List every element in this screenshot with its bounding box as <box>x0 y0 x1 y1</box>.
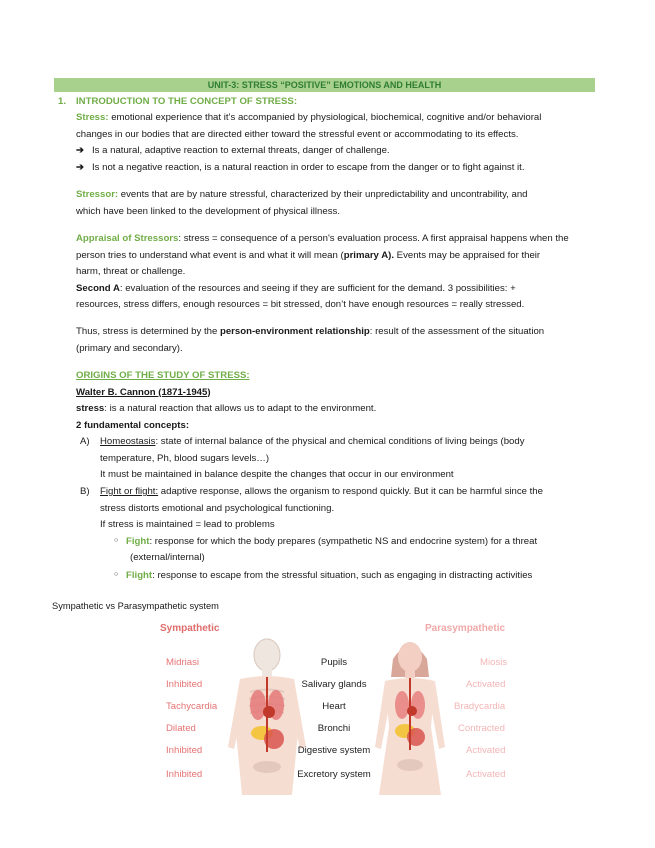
thus-line1-end: : result of the assessment of the situation <box>369 326 545 337</box>
circle-bullet-icon: ○ <box>114 570 119 578</box>
sympathetic-bronchi: Dilated <box>166 723 196 734</box>
parasympathetic-pupils: Miosis <box>480 657 508 668</box>
appraisal-line1: : stress = consequence of a person's evaluation process. A first appraisal happens when the <box>178 233 569 244</box>
parasympathetic-bronchi: Contracted <box>458 723 505 734</box>
arrow-item-text: Is not a negative reaction, is a natural reaction in order to escape from the danger or to fight against it. <box>92 161 525 173</box>
stress-definition <box>76 110 614 143</box>
sympathetic-title: Sympathetic <box>160 623 220 634</box>
parasympathetic-title: Parasympathetic <box>425 623 506 634</box>
sympathetic-excretory: Inhibited <box>166 769 203 780</box>
sympathetic-heart: Tachycardia <box>166 701 218 712</box>
concept-b <box>80 484 614 534</box>
arrow-icon: ➔ <box>76 161 85 173</box>
stressor-term: Stressor: <box>76 189 119 200</box>
parasympathetic-digestive: Activated <box>466 745 506 756</box>
concept-b-line1: adaptive response, allows the organism to respond quickly. But it can be harmful since the <box>158 486 543 497</box>
stress-line-text: : is a natural reaction that allows us to adapt to the environment. <box>104 403 377 414</box>
cannon-stress-line <box>76 401 614 418</box>
section-heading: INTRODUCTION TO THE CONCEPT OF STRESS: <box>76 96 298 107</box>
sympathetic-digestive: Inhibited <box>166 745 203 756</box>
stressor-line2: which have been linked to the development of physical illness. <box>76 205 340 217</box>
flight-term: Flight <box>126 569 153 581</box>
homeostasis-term: Homeostasis <box>100 436 156 447</box>
appraisal-line2-end: Events may be appraised for their <box>394 249 541 261</box>
second-line2: resources, stress differs, enough resources = bit stressed, don’t have enough resources = really stressed. <box>76 299 525 310</box>
fight-or-flight-term: Fight or flight: <box>100 486 159 497</box>
fight-line2: (external/internal) <box>130 552 205 564</box>
parasympathetic-heart: Bradycardia <box>454 701 506 712</box>
appraisal-paragraph <box>76 231 614 314</box>
concept-a-line1: : state of internal balance of the physical and chemical conditions of living beings (body <box>155 436 525 447</box>
concept-b-line2: stress distorts emotional and psychological functioning. <box>100 502 335 514</box>
organ-pupils: Pupils <box>320 657 348 668</box>
organ-digestive-system: Digestive system <box>297 745 371 756</box>
fight-line1: : response for which the body prepares (sympathetic NS and endocrine system) for a threat <box>149 535 538 547</box>
fight-item <box>114 533 614 550</box>
nervous-system-figure <box>150 615 530 795</box>
appraisal-line3: harm, threat or challenge. <box>76 266 186 277</box>
second-line1: : evaluation of the resources and seeing if they are sufficient for the demand. 3 possibilities: + <box>119 282 516 294</box>
circle-bullet-icon: ○ <box>114 537 119 544</box>
concept-b-label: B) <box>80 486 90 497</box>
arrow-item-text: Is a natural, adaptive reaction to external threats, danger of challenge. <box>92 145 390 156</box>
unit-title: UNIT-3: STRESS “POSITIVE” EMOTIONS AND HEALTH <box>54 78 595 92</box>
fight-term: Fight <box>126 535 150 547</box>
parasympathetic-salivary: Activated <box>466 679 506 690</box>
concept-a-label: A) <box>80 436 90 447</box>
organ-salivary-glands: Salivary glands <box>301 679 367 690</box>
arrow-item <box>76 160 614 177</box>
origins-section <box>76 368 614 434</box>
thus-line2: (primary and secondary). <box>76 342 183 354</box>
stressor-paragraph <box>76 187 614 220</box>
stress-def-line2: changes in our bodies that are directed either toward the stressful event or accommodating to its effects. <box>76 128 519 140</box>
cannon-heading: Walter B. Cannon (1871-1945) <box>76 386 211 398</box>
arrow-item <box>76 143 614 160</box>
organ-bronchi: Bronchi <box>317 723 351 734</box>
concept-a-line3: It must be maintained in balance despite the changes that occur in our environment <box>100 469 454 480</box>
fight-flight-list <box>114 533 614 584</box>
concept-a <box>80 434 614 484</box>
concept-b-line3: If stress is maintained = lead to problems <box>100 519 275 530</box>
flight-item <box>114 567 614 584</box>
sympathetic-salivary: Inhibited <box>166 679 203 690</box>
appraisal-line2: person tries to understand what event is and what it will mean ( <box>76 249 344 261</box>
stress-bold: stress <box>76 403 105 414</box>
flight-line1: : response to escape from the stressful situation, such as engaging in distracting activities <box>152 569 533 581</box>
thus-line1: Thus, stress is determined by the <box>76 326 220 337</box>
concept-a-line2: temperature, Ph, blood sugars levels…) <box>100 452 270 464</box>
second-appraisal-term: Second A <box>76 282 120 294</box>
section-number: 1. <box>58 96 67 107</box>
primary-appraisal: primary A). <box>343 249 394 261</box>
concepts-heading: 2 fundamental concepts: <box>76 419 190 431</box>
sympathetic-pupils: Midriasi <box>166 657 200 668</box>
thus-paragraph <box>76 324 614 357</box>
stress-def-line1: emotional experience that it’s accompanied by physiological, biochemical, cognitive and/or behavioral <box>108 112 542 123</box>
appraisal-term: Appraisal of Stressors <box>76 233 179 244</box>
stress-term: Stress: <box>76 112 109 123</box>
arrow-icon: ➔ <box>76 145 85 156</box>
organ-heart: Heart <box>322 701 346 712</box>
origins-heading: ORIGINS OF THE STUDY OF STRESS: <box>76 370 250 381</box>
figure-caption: Sympathetic vs Parasympathetic system <box>52 601 219 611</box>
parasympathetic-excretory: Activated <box>466 769 506 780</box>
arrow-list <box>76 143 614 176</box>
person-environment-term: person-environment relationship <box>219 326 370 337</box>
organ-excretory-system: Excretory system <box>297 769 371 780</box>
stressor-line1: events that are by nature stressful, characterized by their unpredictability and uncontrability, and <box>118 189 528 200</box>
